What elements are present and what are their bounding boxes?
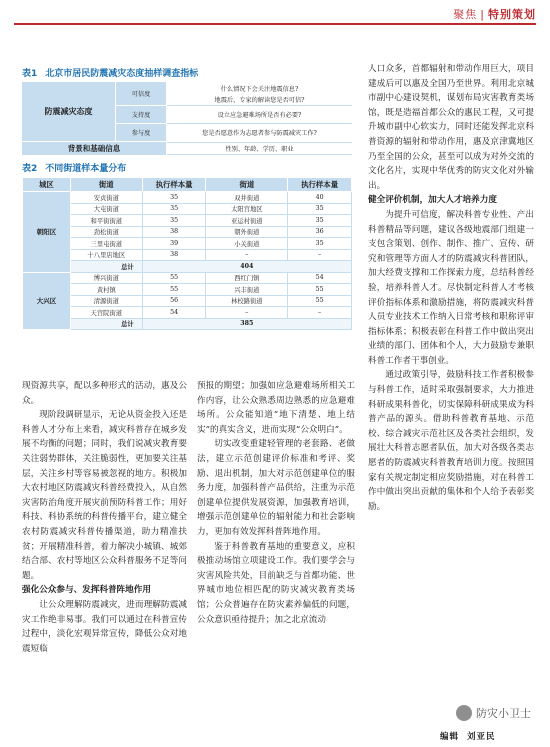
table2-title: 不同街道样本量分布 bbox=[45, 164, 127, 174]
table-row bbox=[23, 249, 352, 261]
table2-number: 表2 bbox=[22, 164, 38, 174]
subheading: 强化公众参与、发挥科普阵地作用 bbox=[22, 585, 151, 596]
total-value: 404 bbox=[142, 261, 351, 273]
total-value: 385 bbox=[142, 318, 351, 330]
sample-cell: 38 bbox=[142, 226, 206, 238]
street-cell: – bbox=[206, 307, 288, 319]
text-column-3 bbox=[368, 62, 534, 514]
table1-question: 什么情况下会关注地震信息? bbox=[167, 82, 352, 94]
section-separator: | bbox=[480, 8, 485, 21]
street-cell: 西红门镇 bbox=[206, 272, 288, 284]
street-cell: 双井街道 bbox=[206, 192, 288, 204]
street-cell: 林校路街道 bbox=[206, 295, 288, 307]
street-cell: 朝外街道 bbox=[206, 226, 288, 238]
table2-header: 执行样本量 bbox=[142, 178, 206, 192]
sample-cell: – bbox=[288, 249, 352, 261]
street-cell: 三里屯街道 bbox=[70, 238, 142, 250]
table2-header: 街道 bbox=[206, 178, 288, 192]
sample-cell: 38 bbox=[142, 249, 206, 261]
street-cell: 太阳宫地区 bbox=[206, 203, 288, 215]
table2-header: 城区 bbox=[23, 178, 71, 192]
sample-cell: 35 bbox=[142, 203, 206, 215]
paragraph: 预报的期望；加强如应急避难场所相关工作内容，让公众熟悉周边熟悉的应急避难场所。公众能知道“地下清楚、地上结实”的真实含义，进而实现“公众明白”。 bbox=[197, 381, 355, 435]
sample-cell: 55 bbox=[142, 272, 206, 284]
table2-header: 执行样本量 bbox=[288, 178, 352, 192]
wechat-icon bbox=[456, 705, 472, 721]
paragraph: 鉴于科普教育基地的重要意义，应积极推动场馆立项建设工作。我们要学会与灾害风险共处，目前缺乏与首都功能、世界城市地位相匹配的防灾减灾教育类场馆；公众普遍存在防灾素养偏低的问题，公众意识亟待提升；加之北京流动 bbox=[197, 541, 355, 625]
table2-caption bbox=[22, 161, 126, 174]
paragraph: 现阶段调研显示，无论从资金投入还是科普人才分布上来看，减灾科普存在城乡发展不均衡的问题；同时，我们说减灾教育要关注弱势群体，关注脆弱性，更加要关注基层，关注乡村等容易被忽视的地方。积极加大农村地区防震减灾科普经费投入，从自然灾害防治角度开展灾前预防科普工作；用好科技、科协系统的科普传播平台，建立健全农村防震减灾科普传播渠道，助力精准扶贫；开展精准科普，着力解决小城镇、城郊结合部、农村等地区公众科普服务不足等问题。 bbox=[22, 410, 187, 581]
street-cell: 和平街街道 bbox=[70, 215, 142, 227]
street-cell: 安贞街道 bbox=[70, 192, 142, 204]
total-label: 总计 bbox=[70, 318, 142, 330]
sample-cell: 55 bbox=[288, 295, 352, 307]
table1-number: 表1 bbox=[22, 69, 38, 79]
table1-footer-value: 性别、年龄、学历、职业 bbox=[167, 142, 352, 155]
sample-cell: – bbox=[288, 307, 352, 319]
district-cell: 朝阳区 bbox=[23, 192, 71, 273]
street-cell: 黄村镇 bbox=[70, 284, 142, 296]
paragraph: 让公众理解防震减灾，进而理解防震减灾工作绝非易事。我们可以通过在科普宣传过程中，淡化宏观异常宣传，降低公众对地震短临 bbox=[22, 599, 187, 654]
text-column-2 bbox=[197, 379, 355, 627]
table-row bbox=[23, 307, 352, 319]
table-row bbox=[23, 272, 352, 284]
paragraph: 为提升可信度，解决科普专业性、产出科普精品等问题，建议各级地震部门组建一支包含策划、创作、制作、推广、宣传、研究和管理等方面人才的防震减灾科普团队，加大经费支撑和工作探索力度，总结科普经验，培养科普人才。尽快制定科普人才考核评价指标体系和激励措施，将防震减灾科普人员专业技术工作纳入日常考核和职称评审指标体系；积极表彰在科普工作中做出突出业绩的部门、团体和个人，大力鼓励专兼职科普工作者干事创业。 bbox=[368, 209, 534, 366]
section-title: 特别策划 bbox=[488, 8, 536, 21]
table1-question: 地震后，专家的解读您是否可信? bbox=[167, 94, 352, 105]
sample-cell: 36 bbox=[288, 226, 352, 238]
table-row bbox=[23, 226, 352, 238]
table-row bbox=[23, 215, 352, 227]
editor-credit bbox=[440, 730, 496, 742]
table2 bbox=[22, 177, 352, 330]
editor-name: 刘亚民 bbox=[467, 732, 496, 742]
sample-cell: 54 bbox=[288, 272, 352, 284]
text-column-1 bbox=[22, 379, 187, 656]
paragraph: 切实改变重建轻管理的老套路、老做法，建立示范创建评价标准和考评、奖励、退出机制，加大对示范创建单位的服务力度，加强科普产品供给，注重为示范创建单位提供发展资源，加强教育培训，增强示范创建单位的辐射能力和社会影响力，更加有效发挥科普阵地作用。 bbox=[197, 439, 355, 537]
table1-row-label: 参与度 bbox=[116, 123, 166, 141]
paragraph: 人口众多，首都辐射和带动作用巨大，项目建成后可以惠及全国乃至世界。利用北京城市副中心建设契机，谋划布局灾害教育类场馆，既是造福首都公众的惠民工程，又可提升城市副中心软实力，同时还能发挥北京科普资源的辐射和带动作用，惠及京津冀地区乃至全国的公众，甚至可以成为对外交流的文化名片，实现中华优秀的防灾文化对外输出。 bbox=[368, 64, 534, 191]
street-cell: 大屯街道 bbox=[70, 203, 142, 215]
street-cell: 小关街道 bbox=[206, 238, 288, 250]
sample-cell: 35 bbox=[142, 215, 206, 227]
table1-row-label: 可信度 bbox=[116, 82, 166, 105]
subheading: 健全评价机制，加大人才培养力度 bbox=[368, 195, 497, 206]
total-row bbox=[23, 261, 352, 273]
total-row bbox=[23, 318, 352, 330]
table2-header: 街道 bbox=[70, 178, 142, 192]
street-cell: 清源街道 bbox=[70, 295, 142, 307]
table1-row-label: 支持度 bbox=[116, 105, 166, 123]
table-row bbox=[23, 284, 352, 296]
table-row bbox=[23, 203, 352, 215]
sample-cell: 39 bbox=[142, 238, 206, 250]
watermark bbox=[456, 705, 531, 721]
sample-cell: 55 bbox=[288, 284, 352, 296]
table1-main-label: 防震减灾态度 bbox=[22, 82, 115, 141]
table1-question: 设立应急避难场所是否有必要? bbox=[167, 105, 352, 123]
header-rule bbox=[14, 23, 536, 25]
table1-caption bbox=[22, 66, 198, 79]
paragraph: 通过政策引导，鼓励科技工作者积极参与科普工作，适时采取强制要求，大力推进科研成果科普化，切实保障科研成果成为科普产品的源头。借助科普教育基地、示范校、综合减灾示范社区及各类社会组织，发展壮大科普志愿者队伍，加大对各级各类志愿者的防震减灾科普教育培训力度。按照国家有关规定制定相应奖励措施，对在科普工作中做出突出贡献的集体和个人给予表彰奖励。 bbox=[368, 370, 534, 512]
street-cell: 亚运村街道 bbox=[206, 215, 288, 227]
street-cell: 十八里店地区 bbox=[70, 249, 142, 261]
table-row bbox=[23, 238, 352, 250]
sample-cell: 35 bbox=[288, 238, 352, 250]
street-cell: 天宫院街道 bbox=[70, 307, 142, 319]
table2-header-row bbox=[23, 178, 352, 192]
table1-title: 北京市居民防震减灾态度抽样调查指标 bbox=[45, 69, 199, 79]
table1-question: 您是否愿意作为志愿者参与防震减灾工作? bbox=[167, 123, 352, 141]
total-label: 总计 bbox=[70, 261, 142, 273]
watermark-text: 防灾小卫士 bbox=[476, 707, 531, 720]
editor-role: 编辑 bbox=[440, 732, 460, 742]
street-cell: 博兴街道 bbox=[70, 272, 142, 284]
sample-cell: 55 bbox=[142, 284, 206, 296]
street-cell: 劲松街道 bbox=[70, 226, 142, 238]
section-label: 聚焦 bbox=[453, 8, 478, 21]
table1 bbox=[22, 82, 352, 155]
table1-footer-label: 背景和基础信息 bbox=[22, 142, 166, 155]
sample-cell: 54 bbox=[142, 307, 206, 319]
district-cell: 大兴区 bbox=[23, 272, 71, 330]
street-cell: – bbox=[206, 249, 288, 261]
sample-cell: 56 bbox=[142, 295, 206, 307]
sample-cell: 35 bbox=[142, 192, 206, 204]
section-header bbox=[453, 6, 536, 22]
sample-cell: 40 bbox=[288, 192, 352, 204]
table-row bbox=[23, 295, 352, 307]
sample-cell: 35 bbox=[288, 215, 352, 227]
sample-cell: 35 bbox=[288, 203, 352, 215]
paragraph: 现资源共享，配以多种形式的活动，惠及公众。 bbox=[22, 381, 187, 406]
street-cell: 兴丰街道 bbox=[206, 284, 288, 296]
table-row bbox=[23, 192, 352, 204]
